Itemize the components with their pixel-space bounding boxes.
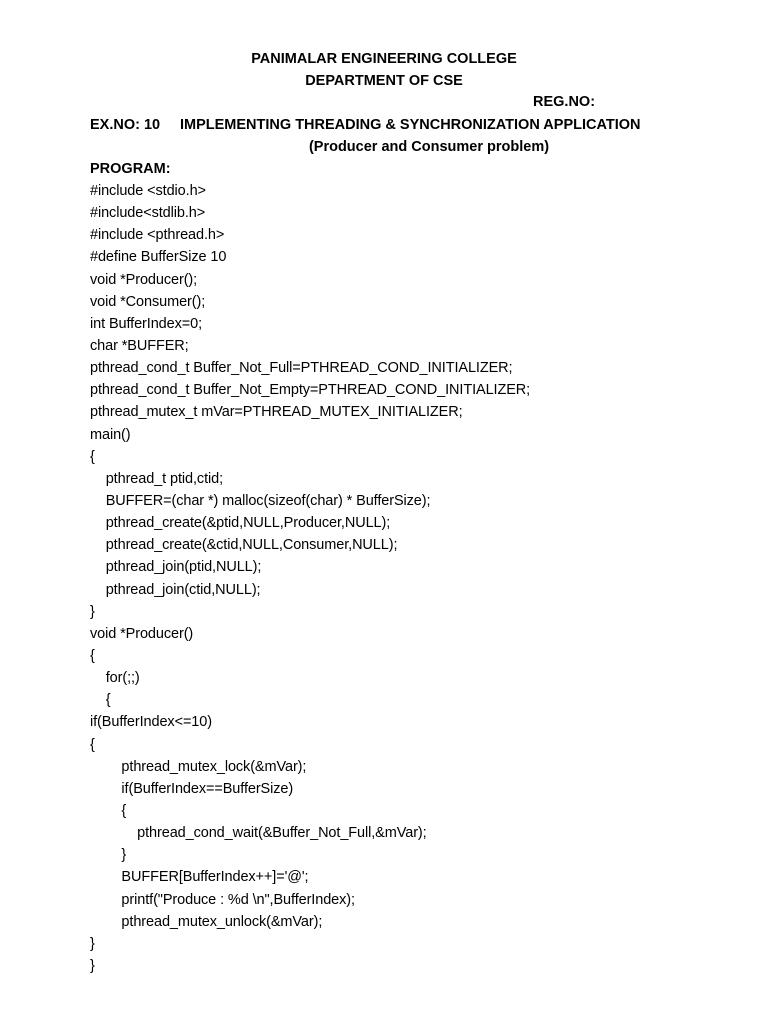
- code-line: {: [90, 448, 95, 465]
- exercise-heading: [90, 116, 641, 134]
- code-line: BUFFER=(char *) malloc(sizeof(char) * BufferSize);: [90, 492, 431, 509]
- program-code: [90, 182, 530, 979]
- code-line: pthread_create(&ptid,NULL,Producer,NULL);: [90, 515, 391, 532]
- reg-no-label: REG.NO:: [533, 94, 596, 110]
- code-line: {: [90, 802, 127, 819]
- code-line: #include <stdio.h>: [90, 183, 206, 199]
- code-line: #include <pthread.h>: [90, 227, 225, 244]
- code-line: main(): [90, 426, 131, 443]
- code-line: void *Producer(): [90, 625, 194, 642]
- code-line: pthread_create(&ctid,NULL,Consumer,NULL);: [90, 537, 398, 554]
- code-line: }: [90, 847, 127, 864]
- code-line: {: [90, 647, 95, 664]
- code-line: printf("Produce : %d \n",BufferIndex);: [90, 891, 355, 908]
- code-line: pthread_cond_t Buffer_Not_Full=PTHREAD_COND_INITIALIZER;: [90, 360, 513, 377]
- exercise-title: IMPLEMENTING THREADING & SYNCHRONIZATION APPLICATION: [180, 117, 641, 133]
- code-line: for(;;): [90, 670, 140, 687]
- code-line: pthread_join(ctid,NULL);: [90, 581, 261, 598]
- exercise-subtitle: (Producer and Consumer problem): [308, 139, 550, 155]
- college-name: PANIMALAR ENGINEERING COLLEGE: [251, 51, 517, 67]
- code-line: }: [90, 603, 95, 620]
- code-line: }: [90, 957, 95, 974]
- code-line: if(BufferIndex==BufferSize): [90, 780, 294, 797]
- code-line: void *Consumer();: [90, 293, 206, 310]
- department-name: DEPARTMENT OF CSE: [305, 73, 463, 89]
- code-line: }: [90, 935, 95, 952]
- code-line: int BufferIndex=0;: [90, 315, 202, 332]
- code-line: #include<stdlib.h>: [90, 205, 206, 222]
- code-line: pthread_mutex_unlock(&mVar);: [90, 913, 323, 930]
- code-line: pthread_join(ptid,NULL);: [90, 559, 262, 576]
- code-line: {: [90, 736, 95, 753]
- code-line: if(BufferIndex<=10): [90, 714, 212, 731]
- code-line: pthread_mutex_lock(&mVar);: [90, 758, 307, 775]
- code-line: char *BUFFER;: [90, 337, 189, 354]
- code-line: pthread_t ptid,ctid;: [90, 470, 224, 487]
- exercise-number: EX.NO: 10: [90, 117, 161, 133]
- code-line: pthread_mutex_t mVar=PTHREAD_MUTEX_INITIALIZER;: [90, 404, 463, 421]
- code-line: {: [90, 692, 111, 709]
- program-label: PROGRAM:: [90, 161, 171, 177]
- code-line: pthread_cond_t Buffer_Not_Empty=PTHREAD_COND_INITIALIZER;: [90, 382, 531, 399]
- code-line: #define BufferSize 10: [90, 249, 227, 266]
- code-line: BUFFER[BufferIndex++]='@';: [90, 869, 309, 886]
- code-line: void *Producer();: [90, 271, 198, 288]
- code-line: pthread_cond_wait(&Buffer_Not_Full,&mVar);: [90, 825, 427, 842]
